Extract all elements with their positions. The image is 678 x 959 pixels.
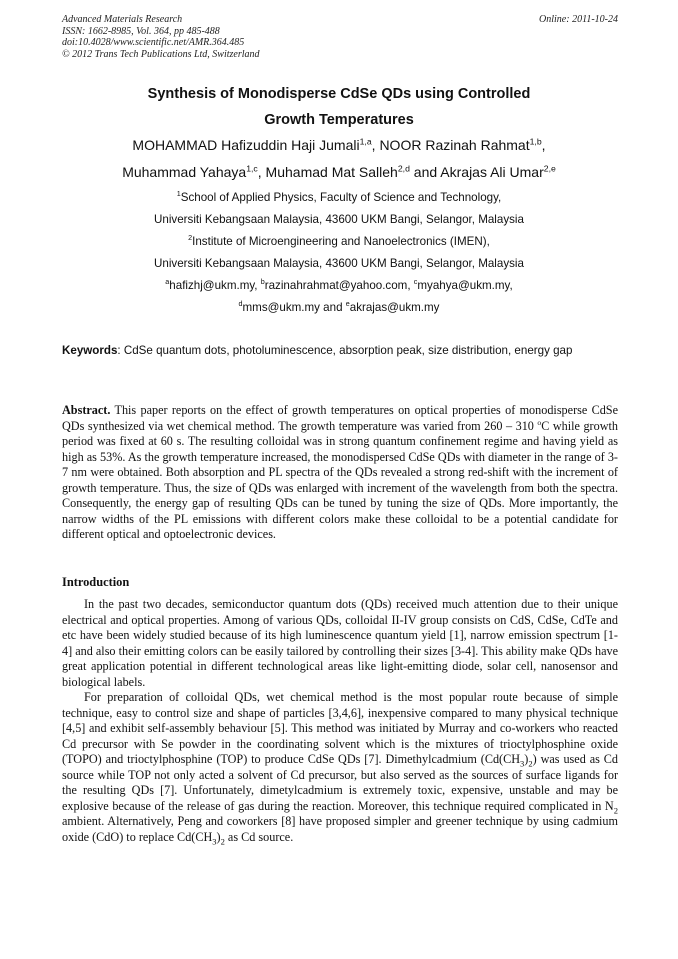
title-line-1: Synthesis of Monodisperse CdSe QDs using Controlled (147, 86, 531, 102)
abstract (62, 403, 618, 543)
author-name: Muhammad Yahaya (122, 164, 247, 180)
subscript: 2 (220, 835, 225, 846)
title-line-2: Growth Temperatures (264, 112, 414, 128)
intro-paragraph-2 (62, 690, 618, 845)
introduction-heading: Introduction (62, 575, 130, 589)
author-sep: , (257, 164, 266, 180)
subscript: 3 (520, 758, 525, 769)
text-run: ) (216, 829, 221, 844)
subscript: 3 (212, 835, 217, 846)
email-sup: e (345, 299, 350, 309)
subscript: 2 (528, 758, 533, 769)
author-line-1 (30, 132, 648, 159)
email: razinahrahmat@yahoo.com, (264, 279, 414, 292)
author-sep: , (371, 137, 380, 153)
author-sup: 1,c (246, 163, 258, 174)
email-line-1 (40, 275, 638, 297)
issn-line: ISSN: 1662-8985, Vol. 364, pp 485-488 (62, 25, 220, 37)
abstract-label: Abstract. (62, 403, 111, 417)
author-list (30, 132, 648, 186)
keywords-label: Keywords (62, 344, 118, 357)
email: akrajas@ukm.my (349, 301, 440, 314)
abstract-text: This paper reports on the effect of growth temperatures on optical properties of monodisperse CdSe QDs synthesized via wet chemical method. The growth temperature was varied from 260 – 310 (62, 403, 618, 433)
journal-name: Advanced Materials Research (62, 14, 183, 25)
doi-line: doi:10.4028/www.scientific.net/AMR.364.485 (62, 37, 245, 48)
author-name: NOOR Razinah Rahmat (379, 137, 530, 153)
author-sep: , (541, 137, 546, 153)
affiliation-2-line-1 (40, 231, 638, 253)
affiliations (40, 187, 638, 319)
author-sup: 1,a (359, 136, 372, 147)
copyright-line: © 2012 Trans Tech Publications Ltd, Switzerland (62, 48, 260, 60)
email-sup: d (238, 299, 243, 309)
affil-text: Institute of Microengineering and Nanoelectronics (IMEN), (192, 235, 490, 248)
subscript: 2 (613, 804, 618, 815)
email-sup: a (165, 277, 170, 287)
author-name: Muhamad Mat Salleh (265, 164, 398, 180)
online-date: Online: 2011-10-24 (539, 14, 618, 25)
author-sep: and (409, 164, 441, 180)
degree-sup: o (537, 417, 542, 427)
affiliation-2-line-2: Universiti Kebangsaan Malaysia, 43600 UKM Bangi, Selangor, Malaysia (154, 257, 524, 270)
text-run: For preparation of colloidal QDs, wet chemical method is the most popular route because of simple technique, easy to control size and shape of particles [3,4,6], inexpensive compared to many physical technique [4,5] and exhibit self-assembly behaviour [5]. This method was initiated by Murray and co-workers who reacted Cd precursor with Se powder in the coordinating solvent which is the mixtures of trioctylphosphine oxide (TOPO) and trioctylphosphine (TOP) to produce CdSe QDs [7]. Dimethylcadmium (Cd(CH (62, 690, 618, 766)
email-line-2 (40, 297, 638, 319)
email: mms@ukm.my and (242, 301, 346, 314)
email: myahya@ukm.my, (417, 279, 513, 292)
introduction-body (62, 597, 618, 845)
author-sup: 1,b (529, 136, 542, 147)
author-sup: 2,e (543, 163, 556, 174)
author-line-2 (30, 159, 648, 186)
journal-header (62, 14, 618, 60)
abstract-text: C while growth period was fixed at 60 s. The resulting colloidal was in strong quantum confinement regime and having yield as high as 53%. As the growth temperature increased, the monodispersed CdSe QDs with diameter in the range of 3-7 nm were obtained. Both absorption and PL spectra of the QDs revealed a strong red-shift with the increment of growth temperature. Thus, the size of QDs was enlarged with increment of the wavelength from both the spectra. Consequently, the energy gap of resulting QDs can be tuned by tuning the size of QDs. More importantly, the narrow widths of the PL emissions with different colors make these colloidal to be a potential candidate for different optical and optoelectronic devices. (62, 418, 618, 541)
intro-paragraph-1: In the past two decades, semiconductor quantum dots (QDs) received much attention due to their unique electrical and optical properties. Among of various QDs, colloidal II-IV group consists on CdS, CdSe, CdTe and etc have been widely studied because of its high luminescence quantum yield [1], narrow emission spectrum [1-4] and also their emitting colors can be easily tailored by controlling their sizes [3-4]. This ability make QDs have great application potential in different technological areas like light-emitting diode, solar cell, nanosensor and biological labels. (62, 597, 618, 689)
paper-title (40, 81, 638, 133)
text-run: ) (524, 752, 529, 766)
text-run: ambient. Alternatively, Peng and coworkers [8] have proposed simpler and greener technique by using cadmium oxide (CdO) to replace Cd(CH (62, 814, 618, 844)
affiliation-1-line-1 (40, 187, 638, 209)
affiliation-1-line-2: Universiti Kebangsaan Malaysia, 43600 UKM Bangi, Selangor, Malaysia (154, 213, 524, 226)
affil-text: School of Applied Physics, Faculty of Science and Technology, (180, 191, 502, 204)
email: hafizhj@ukm.my, (169, 279, 261, 292)
affil-sup: 1 (176, 189, 181, 199)
author-sup: 2,d (397, 163, 410, 174)
email-sup: b (260, 277, 265, 287)
author-name: MOHAMMAD Hafizuddin Haji Jumali (132, 137, 360, 153)
author-name: Akrajas Ali Umar (440, 164, 544, 180)
keywords (62, 341, 618, 361)
text-run: as Cd source. (224, 829, 294, 844)
text-run: ) was used as Cd source while TOP not only acted a solvent of Cd precursor, but also served as the sources of surface ligands for the resulting QDs [7]. Unfortunately, dimetylcadmium is extremely toxic, expensive, unstable and may be explosive because of the release of gas during the reaction. Moreover, this technique required complicated in N (62, 752, 618, 813)
affil-sup: 2 (188, 233, 193, 243)
email-sup: c (413, 277, 418, 287)
keywords-text: : CdSe quantum dots, photoluminescence, absorption peak, size distribution, energy gap (117, 344, 573, 357)
